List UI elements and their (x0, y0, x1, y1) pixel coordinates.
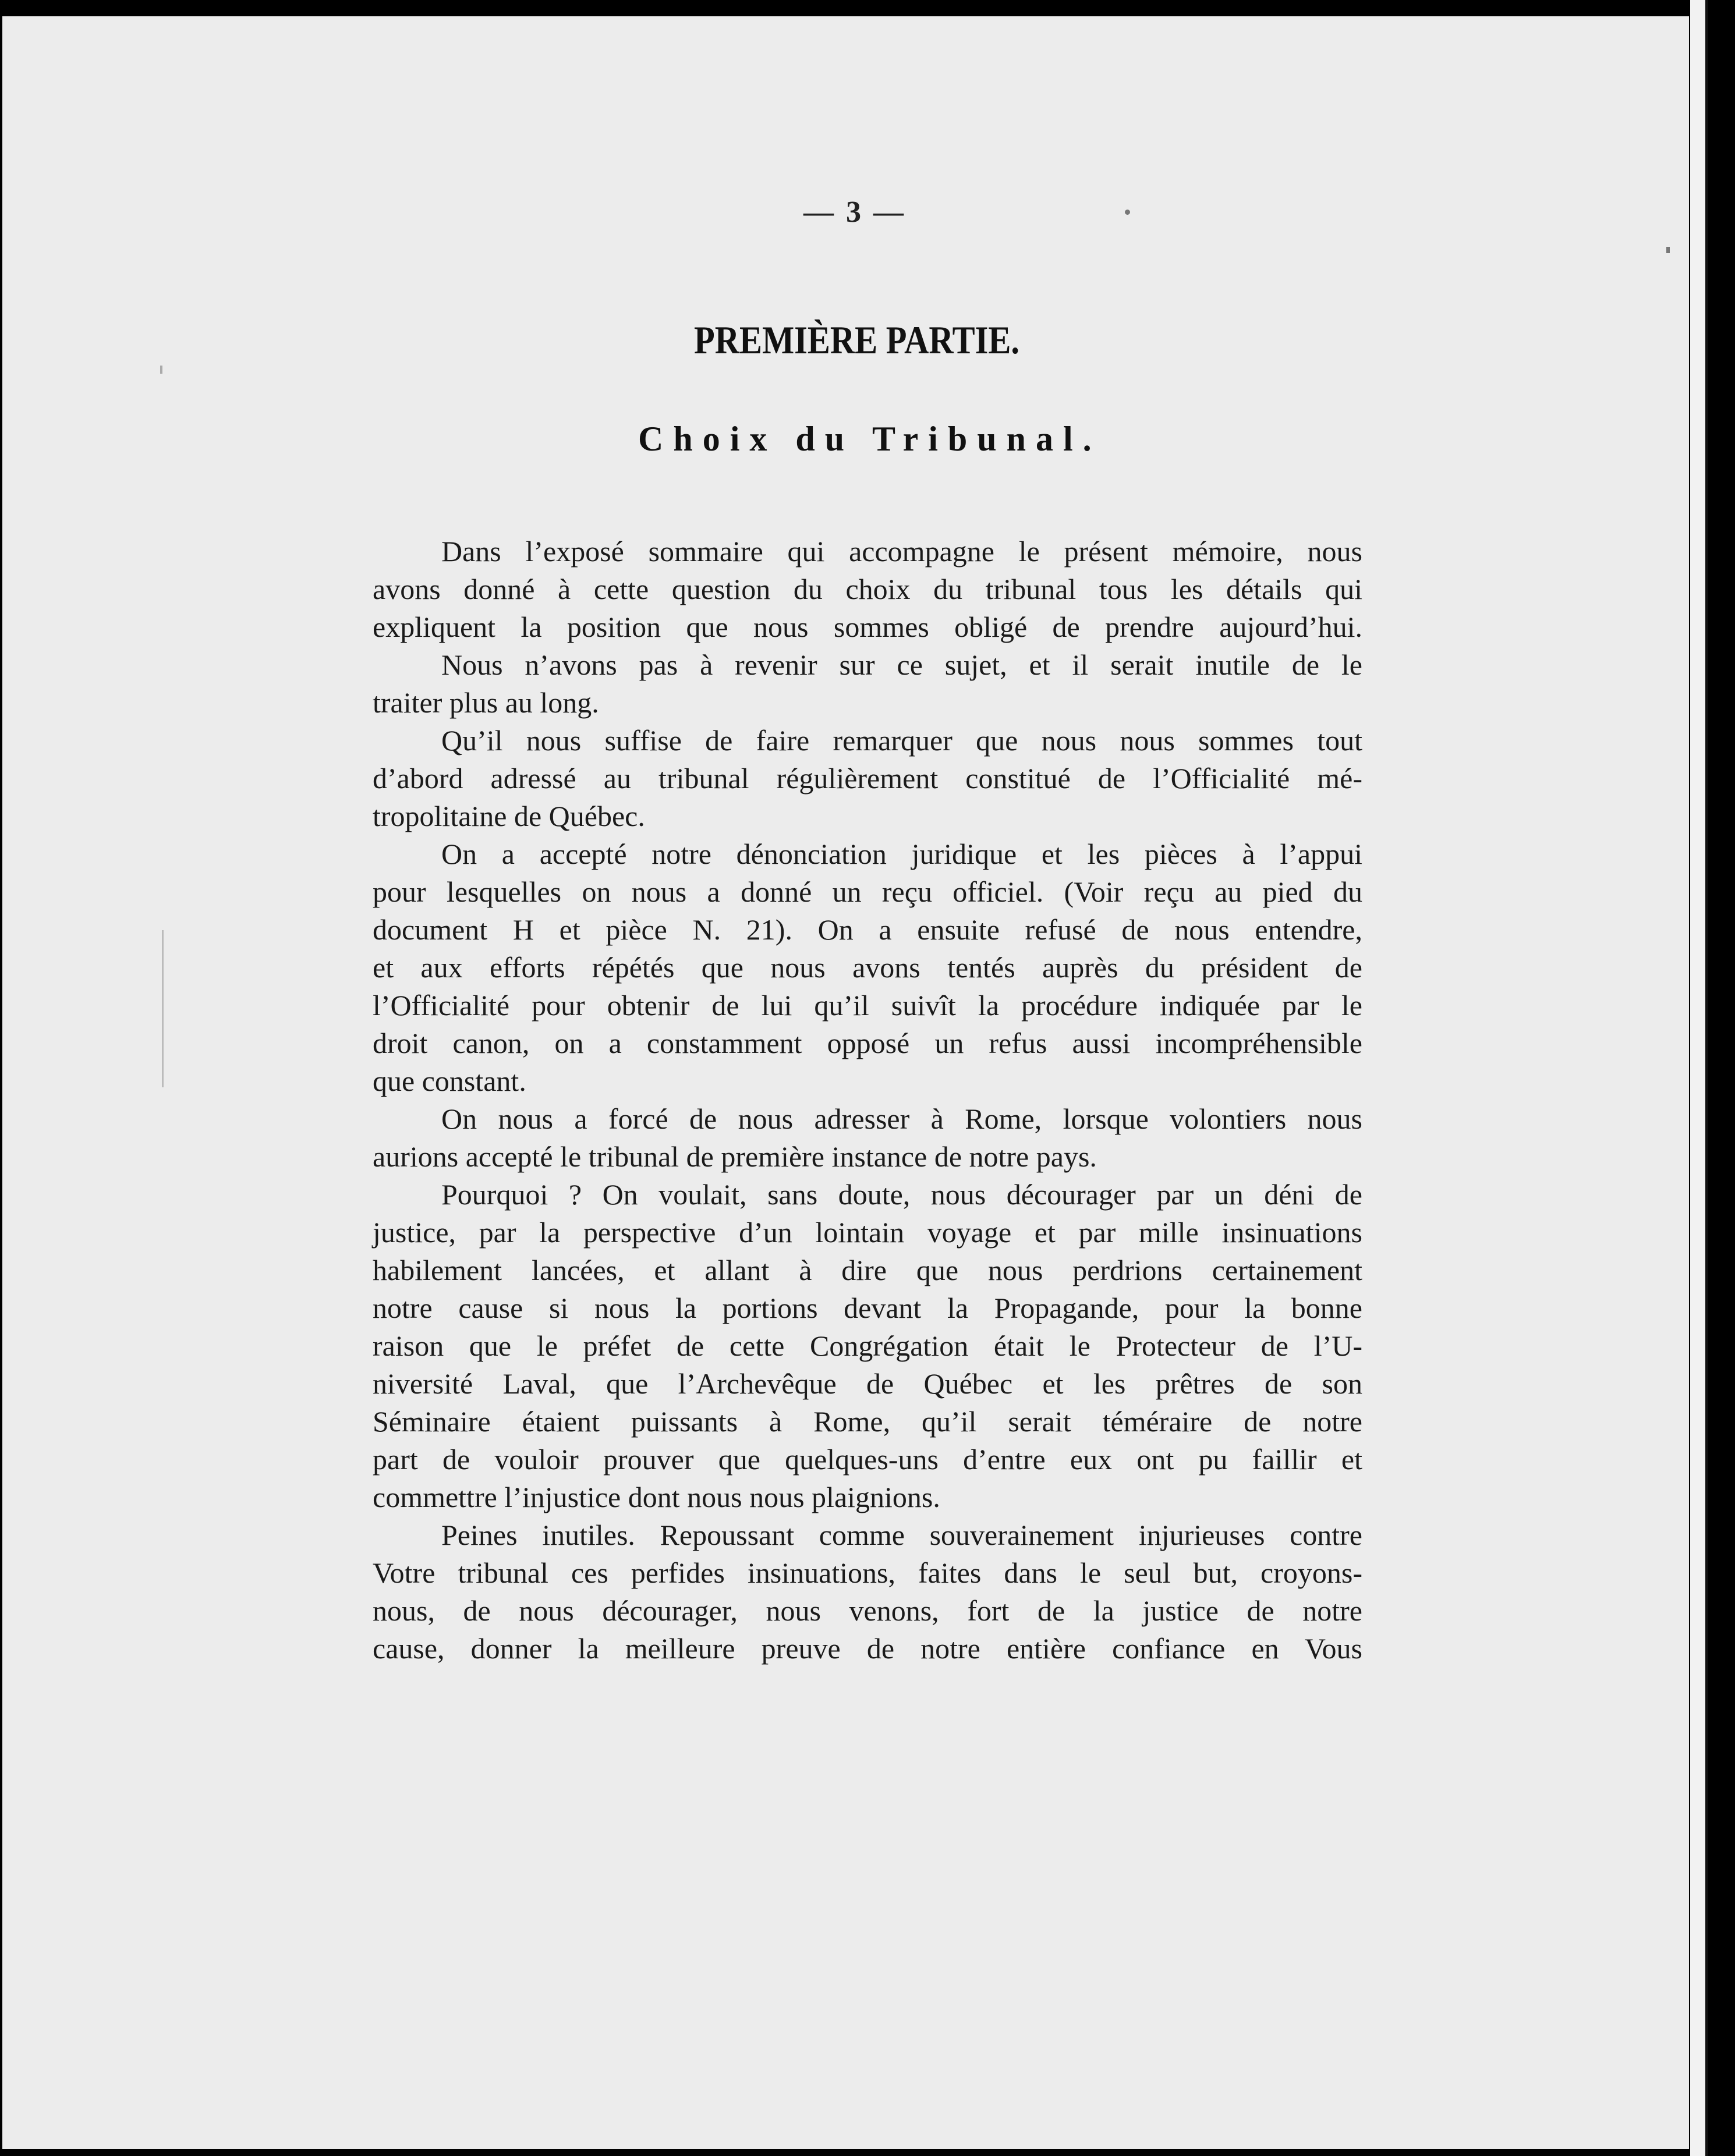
text-line: notre cause si nous la portions devant la Propagande, pour la bonne (373, 1292, 1362, 1324)
text-line: tropolitaine de Québec. (373, 800, 645, 832)
text-line: nous, de nous décourager, nous venons, fort de la justice de notre (373, 1594, 1362, 1627)
text-line: que constant. (373, 1065, 526, 1097)
text-line: pour lesquelles on nous a donné un reçu officiel. (Voir reçu au pied du (373, 875, 1362, 908)
text-line: et aux efforts répétés que nous avons tentés auprès du président de (373, 951, 1362, 984)
part-title: PREMIÈRE PARTIE. (694, 318, 1019, 362)
text-line: habilement lancées, et allant à dire que nous perdrions certainement (373, 1254, 1362, 1286)
text-line: traiter plus au long. (373, 686, 599, 719)
text-line: raison que le préfet de cette Congrégation était le Protecteur de l’U- (373, 1329, 1362, 1362)
page-edge (1690, 0, 1705, 2156)
text-line: l’Officialité pour obtenir de lui qu’il suivît la procédure indiquée par le (373, 989, 1362, 1022)
text-line: niversité Laval, que l’Archevêque de Québec et les prêtres de son (373, 1367, 1362, 1400)
text-line: Nous n’avons pas à revenir sur ce sujet, et il serait inutile de le (441, 648, 1362, 681)
text-line: expliquent la position que nous sommes obligé de prendre aujourd’hui. (373, 611, 1362, 643)
text-line: Pourquoi ? On voulait, sans doute, nous décourager par un déni de (441, 1178, 1362, 1211)
page-number: — 3 — (803, 196, 906, 229)
scan-speck (162, 930, 164, 1087)
text-line: Séminaire étaient puissants à Rome, qu’il serait téméraire de notre (373, 1405, 1362, 1438)
text-line: part de vouloir prouver que quelques-uns d’entre eux ont pu faillir et (373, 1443, 1362, 1476)
text-line: d’abord adressé au tribunal régulièrement constitué de l’Officialité mé- (373, 762, 1362, 795)
text-line: document H et pièce N. 21). On a ensuite refusé de nous entendre, (373, 913, 1362, 946)
text-line: On nous a forcé de nous adresser à Rome, lorsque volontiers nous (441, 1102, 1362, 1135)
page-edge-line (1705, 0, 1708, 2156)
scan-speck (1666, 247, 1670, 253)
text-line: aurions accepté le tribunal de première instance de notre pays. (373, 1140, 1097, 1173)
text-line: On a accepté notre dénonciation juridique et les pièces à l’appui (441, 838, 1362, 870)
text-line: Peines inutiles. Repoussant comme souverainement injurieuses contre (441, 1519, 1362, 1551)
text-line: Votre tribunal ces perfides insinuations, faites dans le seul but, croyons- (373, 1556, 1362, 1589)
text-line: avons donné à cette question du choix du tribunal tous les détails qui (373, 573, 1362, 605)
text-line: commettre l’injustice dont nous nous plaignions. (373, 1481, 940, 1513)
scan-speck (160, 366, 162, 374)
scan-speck (1125, 210, 1130, 215)
text-line: cause, donner la meilleure preuve de notre entière confiance en Vous (373, 1632, 1362, 1665)
text-line: Qu’il nous suffise de faire remarquer que nous nous sommes tout (441, 724, 1362, 757)
body-text (373, 533, 1362, 1668)
text-line: justice, par la perspective d’un lointain voyage et par mille insinuations (373, 1216, 1362, 1249)
text-line: droit canon, on a constamment opposé un refus aussi incompréhensible (373, 1027, 1362, 1059)
section-title: Choix du Tribunal. (638, 420, 1102, 458)
text-line: Dans l’exposé sommaire qui accompagne le présent mémoire, nous (441, 535, 1362, 568)
